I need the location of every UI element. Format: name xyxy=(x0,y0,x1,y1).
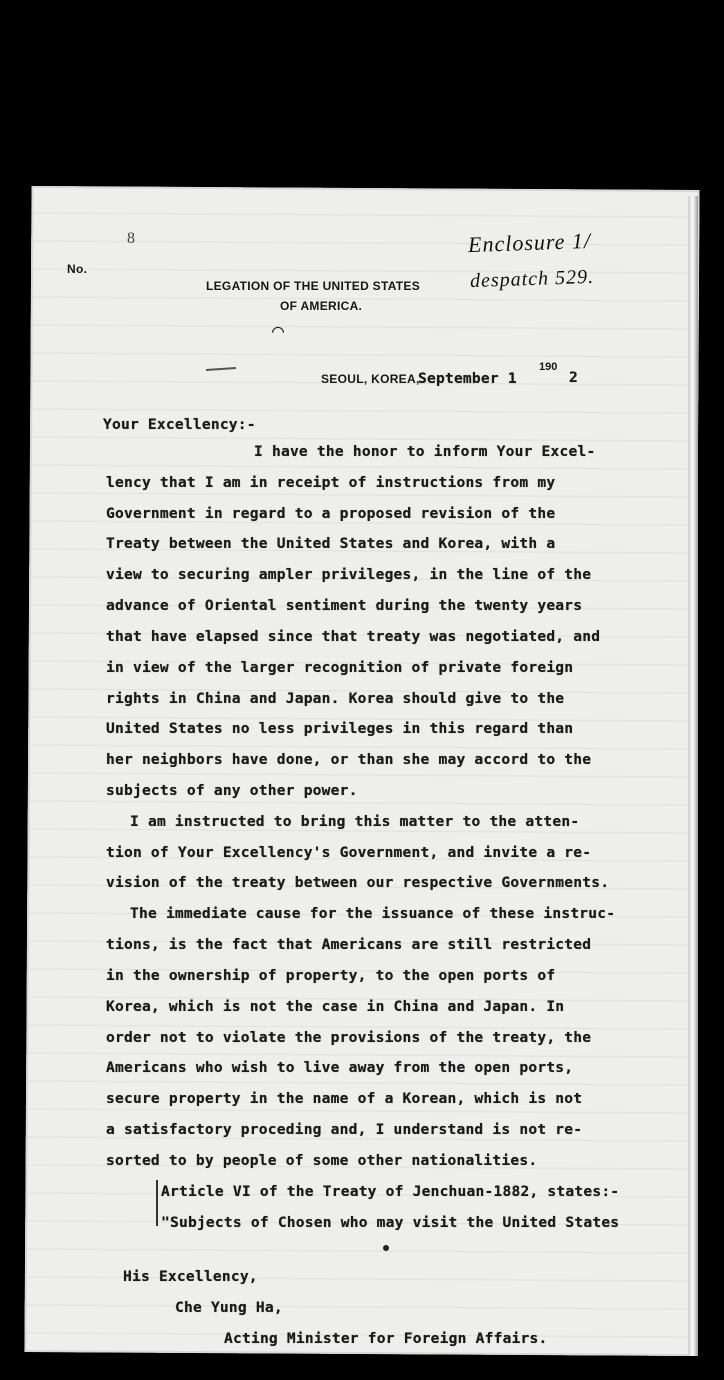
addressee-line2: Che Yung Ha, xyxy=(175,1299,283,1316)
letter-line: in view of the larger recognition of private foreign xyxy=(106,659,574,676)
number-label: No. xyxy=(67,262,88,276)
letter-line: subjects of any other power. xyxy=(106,782,358,799)
place-label: SEOUL, KOREA, xyxy=(321,372,420,386)
salutation: Your Excellency:- xyxy=(103,416,256,433)
letter-line: secure property in the name of a Korean, which is not xyxy=(106,1090,583,1107)
year-typed: 2 xyxy=(569,369,578,386)
letter-line: United States no less privileges in this regard than xyxy=(106,720,574,737)
letter-line: advance of Oriental sentiment during the twenty years xyxy=(106,597,583,614)
letter-line: vision of the treaty between our respective Governments. xyxy=(106,874,610,891)
year-printed: 190 xyxy=(539,361,558,373)
letter-line: a satisfactory proceding and, I understand is not re- xyxy=(106,1121,583,1138)
letter-line: in the ownership of property, to the open ports of xyxy=(106,967,556,984)
letter-line: order not to violate the provisions of the treaty, the xyxy=(106,1029,592,1046)
ink-dot xyxy=(383,1245,389,1251)
letter-line: view to securing ampler privileges, in the line of the xyxy=(106,566,592,583)
addressee-line1: His Excellency, xyxy=(123,1268,258,1285)
letter-line: Korea, which is not the case in China and Japan. In xyxy=(106,998,565,1015)
letter-line: that have elapsed since that treaty was negotiated, and xyxy=(106,628,601,645)
sheet-edge xyxy=(688,196,698,1356)
letter-line: sorted to by people of some other nationalities. xyxy=(106,1152,538,1169)
letter-line: tion of Your Excellency's Government, and invite a re- xyxy=(106,844,592,861)
letter-line: Government in regard to a proposed revision of the xyxy=(106,505,556,522)
letter-line: rights in China and Japan. Korea should give to the xyxy=(106,690,565,707)
letter-line: "Subjects of Chosen who may visit the United States xyxy=(161,1214,620,1231)
letter-line: Article VI of the Treaty of Jenchuan-1882, states:- xyxy=(161,1183,620,1200)
letter-line: The immediate cause for the issuance of these instruc- xyxy=(130,905,616,922)
letter-line: Treaty between the United States and Korea, with a xyxy=(106,535,556,552)
letter-sheet xyxy=(24,186,699,1356)
letter-line: lency that I am in receipt of instructions from my xyxy=(106,474,556,491)
flourish-mark: ⌒ xyxy=(272,318,285,342)
letter-line: Americans who wish to live away from the open ports, xyxy=(106,1059,574,1076)
letter-line: her neighbors have done, or than she may accord to the xyxy=(106,751,592,768)
letter-line: I am instructed to bring this matter to the atten- xyxy=(130,813,580,830)
pencil-bracket-mark xyxy=(156,1180,158,1226)
pencil-mark: 8 xyxy=(127,230,135,247)
letter-line: I have the honor to inform Your Excel- xyxy=(254,443,596,460)
letter-date: September 1 xyxy=(418,370,517,387)
handwritten-despatch-note: despatch 529. xyxy=(469,265,595,293)
addressee-line3: Acting Minister for Foreign Affairs. xyxy=(224,1330,548,1347)
handwritten-enclosure-note: Enclosure 1/ xyxy=(467,227,592,258)
legation-heading-line1: LEGATION OF THE UNITED STATES xyxy=(206,279,421,293)
letter-line: tions, is the fact that Americans are still restricted xyxy=(106,936,592,953)
legation-heading-line2: OF AMERICA. xyxy=(280,299,363,313)
